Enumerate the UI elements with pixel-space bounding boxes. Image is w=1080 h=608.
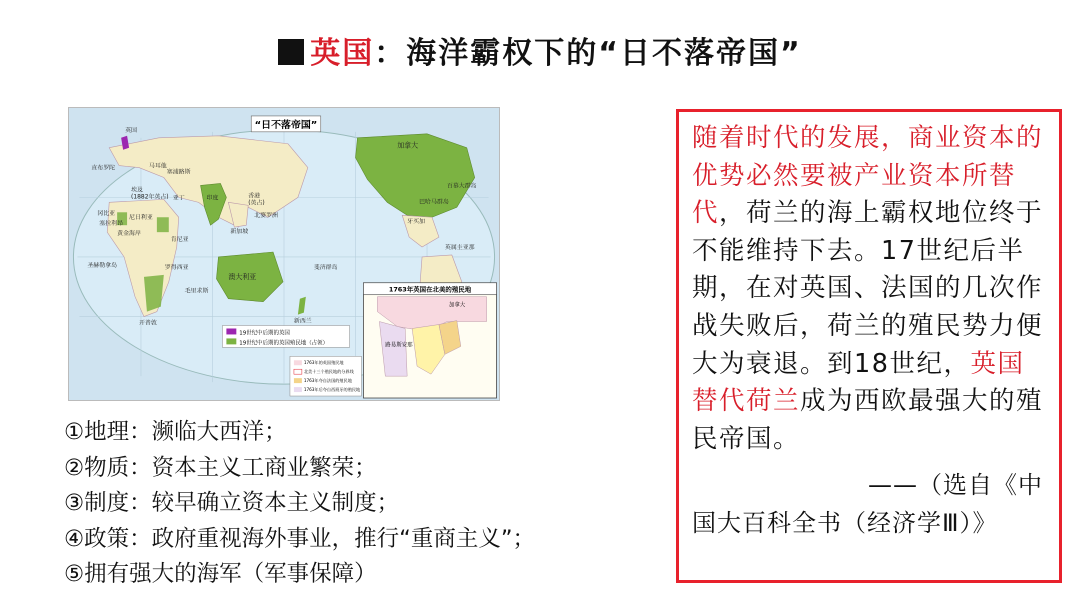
map-label-goldcoast: 黄金海岸 [117,230,141,238]
legend-item-2: 19世纪中后期的英国殖民地（占领） [239,340,329,347]
title-highlight: 英国 [310,36,375,71]
inset-label-canada: 加拿大 [448,302,466,309]
map-label-mauritius: 毛里求斯 [184,287,209,295]
list-item: ①地理：濒临大西洋； [64,419,287,445]
map-label-india: 印度 [206,194,219,202]
world-map-svg [69,108,499,400]
map-label-nigeria: 尼日利亚 [129,214,153,222]
map-label-kenya: 肯尼亚 [170,236,189,244]
list-item: ④政策：政府重视海外事业，推行“重商主义”； [64,525,535,552]
title-rest: ：海洋霸权下的“日不落帝国” [374,36,802,71]
map-label-sabah: 北婆罗洲 [254,212,278,220]
quote-source [692,466,1049,542]
list-item: ⑤拥有强大的海军（军事保障） [64,561,377,587]
inset-label-louisiana: 路易斯安那 [385,342,413,349]
source-line-1: ——（选自《中 [868,471,1043,500]
map-label-gambia: 冈比亚 [97,210,116,218]
list-item: ③制度：较早确立资本主义制度； [64,490,400,516]
factor-list [64,415,654,593]
quote-paragraph [692,120,1049,458]
inset-legend-3: 1763年夺自法国的殖民地 [303,378,352,384]
map-label-britain: 英国 [125,126,137,134]
map-label-capetown: 开普敦 [138,319,157,327]
map-label-rhodesia: 罗得西亚 [164,263,189,271]
list-item: ②物质：资本主义工商业繁荣； [64,454,377,481]
quote-text-2: 成为西欧最强大的殖民帝国。 [692,386,1044,454]
map-label-hongkong: 香港(英占) [248,192,265,207]
map-label-bermuda: 百慕大群岛 [446,182,477,190]
inset-legend-1: 1763年的英国殖民地 [303,360,344,366]
map-label-canada: 加拿大 [397,141,419,150]
page-title [0,28,1080,72]
map-label-egypt: 埃及(1882年英占) [131,186,169,201]
square-bullet-icon [278,39,304,65]
quote-box [676,109,1062,583]
map-label-newzealand: 新西兰 [293,317,312,325]
map-label-aden: 亚丁 [172,194,185,202]
inset-legend-2: 北美十三个殖民地的分界线 [303,369,354,375]
map-label-malta: 马耳他 [148,162,167,170]
map-label-bahamas: 巴哈马群岛 [419,198,449,206]
inset-legend [290,356,362,396]
map-label-jamaica: 牙买加 [407,218,425,226]
map-label-singapore: 新加坡 [230,228,249,236]
map-label-guyana: 英属圭亚那 [444,244,475,252]
quote-text-1: ，荷兰的海上霸权地位终于不能维持下去。17世纪后半期，在对英国、法国的几次作战失败后，荷兰的殖民势力便大为衰退。到18世纪， [692,198,1044,379]
inset-legend-4: 1763年后夺自西班牙的殖民地 [303,387,361,393]
map-legend [222,326,349,348]
map-title: “日不落帝国” [254,119,318,131]
inset-1763-north-america [363,283,496,398]
legend-item-1: 19世纪中后期的英国 [239,330,290,337]
map-label-fiji: 斐济群岛 [313,263,338,271]
british-empire-map [68,107,500,401]
inset-title: 1763年英国在北美的殖民地 [388,285,472,294]
quote-highlight-2: 英国替代荷兰 [692,348,1025,417]
source-line-2: 国大百科全书（经济学Ⅲ）》 [692,509,998,538]
map-label-sthelena: 圣赫勒拿岛 [87,261,118,269]
map-label-australia: 澳大利亚 [228,272,257,281]
map-label-cyprus: 塞浦路斯 [166,168,191,176]
quote-highlight-1: 随着时代的发展，商业资本的优势必然要被产业资本所替代 [692,123,1044,229]
map-label-sierraleone: 塞拉利昂 [99,220,124,228]
map-label-gibraltar: 直布罗陀 [91,164,116,172]
